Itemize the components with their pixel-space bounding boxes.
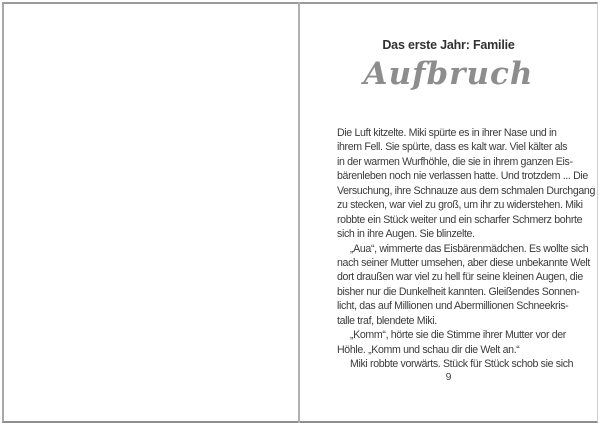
body-line: sich in ihre Augen. Sie blinzelte. — [337, 228, 475, 241]
body-text — [337, 126, 595, 371]
body-line: bisher nur die Dunkelheit kannten. Gleißendes Sonnen- — [337, 285, 580, 298]
body-line: Die Luft kitzelte. Miki spürte es in ihrer Nase und in — [337, 127, 557, 139]
body-line: in der warmen Wurfhöhle, die sie in ihrem ganzen Eis- — [337, 155, 573, 168]
page-number: 9 — [445, 371, 452, 383]
body-line: zu stecken, war viel zu groß, um ihr zu widerstehen. Miki — [337, 199, 583, 212]
body-line: bärenleben noch nie verlassen hatte. Und trotzdem ... Die — [337, 170, 588, 183]
left-page-blank — [4, 4, 298, 421]
body-line: nach seiner Mutter umsehen, aber diese unbekannte Welt — [337, 256, 590, 269]
body-line: licht, das auf Millionen und Abermillionen Schneekris- — [337, 300, 569, 313]
body-line: talle traf, blendete Miki. — [337, 314, 437, 327]
body-line: robbte ein Stück weiter und ein scharfer Schmerz bohrte — [337, 213, 583, 226]
body-line: „Komm“, hörte sie die Stimme ihrer Mutter vor der — [350, 329, 566, 342]
body-line: „Aua“, wimmerte das Eisbärenmädchen. Es wollte sich — [350, 242, 589, 255]
body-line: dort draußen war viel zu hell für seine kleinen Augen, die — [337, 271, 583, 284]
body-line: Miki robbte vorwärts. Stück für Stück schob sie sich — [350, 358, 574, 370]
body-line: Höhle. „Komm und schau dir die Welt an.“ — [337, 343, 520, 356]
right-page — [300, 4, 597, 421]
chapter-kicker: Das erste Jahr: Familie — [382, 38, 515, 52]
body-line: Versuchung, ihre Schnauze aus dem schmalen Durchgang — [337, 184, 595, 197]
body-line: ihrem Fell. Sie spürte, dass es kalt war. Viel kälter als — [337, 141, 568, 154]
chapter-title: Aufbruch — [363, 56, 534, 92]
